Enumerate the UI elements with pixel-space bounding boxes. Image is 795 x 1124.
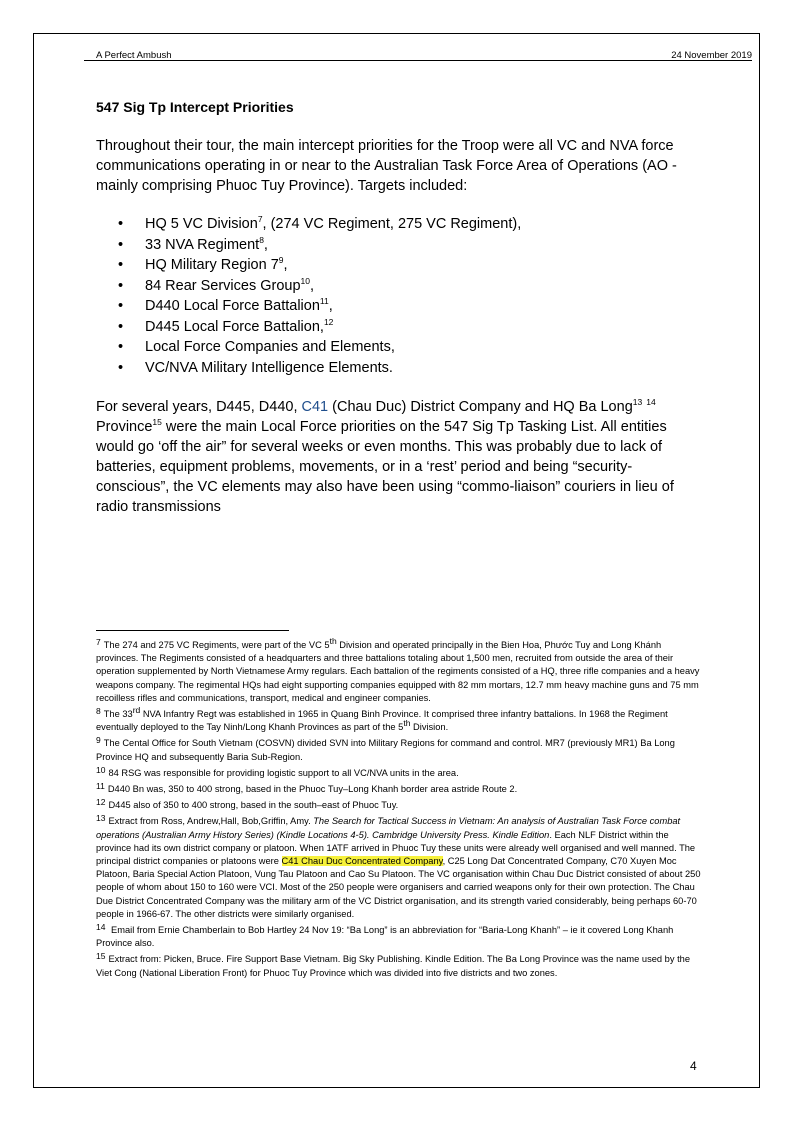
footnote-9: [96, 737, 702, 763]
header-doc-title: A Perfect Ambush: [96, 50, 172, 61]
c41-text: C41: [301, 399, 329, 415]
footnote-text: The Cental Office for South Vietnam (COSVN) divided SVN into Military Regions for command and control. MR7 (previously MR1) Ba Long Province HQ and subsequently Baria Sub-Region.: [96, 738, 675, 762]
list-item-suffix: ,: [310, 277, 315, 294]
intro-paragraph: Throughout their tour, the main intercept priorities for the Troop were all VC and NVA force communications operating in or near to the Australian Task Force Area of Operations (AO - mainly comprising Phuoc Tuy Province). Targets included:: [96, 138, 677, 194]
footnote-text: Email from Ernie Chamberlain to Bob Hartley 24 Nov 19: “Ba Long” is an abbreviation for “Baria-Long Khanh” – ie it covered Long Khanh Province also.: [96, 925, 674, 949]
para2-text-c: Province: [96, 419, 153, 435]
footnote-text: NVA Infantry Regt was established in 1965 in Quang Binh Province. It comprised three infantry battalions. In 1968 the Regiment eventually deployed to the Tay Ninh/Long Khanh Provinces as part of the 5: [96, 709, 668, 733]
list-item: [118, 255, 521, 276]
footnote-8: [96, 704, 702, 734]
list-item-text: HQ 5 VC Division: [145, 216, 258, 232]
list-item-text: D445 Local Force Battalion,: [145, 318, 324, 335]
ordinal-suffix: rd: [132, 704, 141, 715]
bullet-icon: •: [118, 236, 124, 253]
list-item-text: D440 Local Force Battalion: [145, 298, 320, 314]
footnote-number: 10: [96, 764, 106, 775]
footnote-ref[interactable]: 9: [278, 255, 284, 266]
footnote-11: [96, 783, 702, 796]
footnote-10: [96, 764, 702, 780]
footnote-text: Extract from: Picken, Bruce. Fire Support Base Vietnam. Big Sky Publishing. Kindle Edition. The Ba Long Province was the name used by the Viet Cong (National Liberation Front) for Phuoc Tuy Province which was divided into five districts and two zones.: [96, 954, 691, 978]
list-item: [118, 358, 521, 379]
book-title: The Search for Tactical Success in Vietnam: An analysis of Australian Task Force combat operations (Australian Army History Series) (Kindle Locations 4-5). Cambridge University Press. Kindle Edition: [96, 816, 681, 840]
footnote-ref[interactable]: 11: [319, 296, 329, 307]
footnotes: [96, 635, 702, 983]
footnote-ref[interactable]: 10: [300, 275, 311, 286]
footnote-text: Extract from Ross, Andrew,Hall, Bob,Griffin, Amy.: [108, 816, 314, 827]
list-item: [118, 214, 521, 235]
list-item: [118, 337, 521, 358]
footnote-7: [96, 635, 702, 705]
footnote-ref[interactable]: 8: [259, 234, 264, 245]
bullet-icon: •: [118, 298, 124, 314]
footnote-number: 12: [96, 797, 106, 808]
para2-text-a: For several years, D445, D440,: [96, 399, 302, 415]
footnote-ref-13[interactable]: 13: [632, 397, 643, 408]
header-rule: [84, 60, 752, 61]
bullet-icon: •: [118, 277, 124, 294]
footnote-separator: [96, 630, 289, 631]
footnote-13: [96, 815, 702, 921]
bullet-icon: •: [118, 318, 124, 335]
list-item-text: 33 NVA Regiment: [145, 236, 260, 253]
footnote-number: 8: [96, 706, 101, 717]
list-item-text: VC/NVA Military Intelligence Elements.: [145, 359, 393, 376]
footnote-ref-14[interactable]: 14: [646, 397, 656, 408]
list-item-suffix: ,: [328, 298, 333, 314]
footnote-number: 7: [96, 637, 101, 647]
footnote-text: 84 RSG was responsible for providing logistic support to all VC/NVA units in the area.: [108, 767, 459, 778]
footnote-text: Division and operated principally in the Bien Hoa, Phước Tuy and Long Khánh provinces. The Regiments consisted of a headquarters and three battalions totaling about 1,500 men, recruited from outside the area of their operation supplemented by North Vietnamese Army regulars. Each battalion of the regiments consisted of a HQ, three rifle companies and a heavy weapons company. The regimental HQs had eight supporting companies equipped with 82 mm mortars, 12.7 mm heavy machine guns and 75 mm recoilless rifles and communications, transport, medical and engineer companies.: [96, 640, 700, 703]
list-item-text: HQ Military Region 7: [145, 257, 279, 273]
list-item-suffix: , (274 VC Regiment, 275 VC Regiment),: [262, 216, 522, 232]
footnote-text: The 33: [103, 709, 133, 720]
footnote-number: 14: [96, 922, 106, 933]
list-item: [118, 296, 521, 317]
footnote-text: D440 Bn was, 350 to 400 strong, based in the Phuoc Tuy–Long Khanh border area astride Route 2.: [107, 784, 518, 795]
highlighted-text: C41 Chau Duc Concentrated Company: [281, 856, 443, 867]
bullet-icon: •: [118, 257, 124, 273]
footnote-ref-15[interactable]: 15: [152, 417, 162, 428]
footnote-ref[interactable]: 7: [257, 214, 263, 225]
para2-text-b: (Chau Duc) District Company and HQ Ba Long: [328, 399, 633, 415]
footnote-14: [96, 924, 702, 950]
page-number: 4: [690, 1059, 697, 1073]
footnote-number: 13: [96, 813, 106, 824]
list-item-text: Local Force Companies and Elements,: [145, 339, 395, 355]
footnote-text: . Each NLF District within the province had its own district company or platoon. When 1ATF arrived in Phuoc Tuy these units were already well organised and well manned. The principal district companies or platoons were: [96, 829, 696, 867]
list-item-text: 84 Rear Services Group: [145, 277, 301, 294]
footnote-ref[interactable]: 12: [323, 316, 334, 327]
footnote-number: 15: [96, 951, 106, 962]
bullet-icon: •: [118, 339, 124, 355]
list-item-suffix: ,: [263, 236, 268, 253]
targets-list: [118, 214, 521, 378]
ordinal-suffix: th: [403, 718, 411, 729]
header-date: 24 November 2019: [671, 50, 752, 61]
list-item-suffix: ,: [283, 257, 288, 273]
footnote-number: 11: [96, 781, 105, 792]
section-title: 547 Sig Tp Intercept Priorities: [96, 99, 294, 115]
local-force-paragraph: [96, 397, 696, 517]
footnote-text: The 274 and 275 VC Regiments, were part of the VC 5: [103, 640, 330, 650]
list-item: [118, 235, 521, 256]
footnote-number: 9: [96, 735, 101, 746]
footnote-text: , C25 Long Dat Concentrated Company, C70 Xuyen Moc Platoon, Baria Special Action Platoon, Vung Tau Platoon and Cao Su Platoon. The VC organisation within Chau Duc District consisted of about 250 people of whom about 150 to 160 were VCI. Most of the 250 people were organisers and carried weapons only for their own protection. The Chau Due District Concentrated Company was the military arm of the VC District organisation, and its strength varied considerably, being perhaps 60-70 people in 1966-67. The other districts were similarly organised.: [96, 856, 701, 919]
footnote-15: [96, 953, 702, 979]
footnote-text: D445 also of 350 to 400 strong, based in the south–east of Phuoc Tuy.: [108, 800, 399, 811]
bullet-icon: •: [118, 216, 124, 232]
list-item: [118, 317, 521, 338]
list-item: [118, 276, 521, 297]
bullet-icon: •: [118, 359, 124, 376]
para2-text-d: were the main Local Force priorities on the 547 Sig Tp Tasking List. All entities would go ‘off the air” for several weeks or even months. This was probably due to lack of batteries, equipment problems, movements, or in a ‘rest’ period and being “security-conscious”, the VC elements may also have been using “commo-liaison” couriers in lieu of radio transmissions: [96, 419, 674, 515]
ordinal-suffix: th: [329, 635, 337, 646]
footnote-12: [96, 799, 702, 812]
footnote-text: Division.: [410, 722, 449, 733]
